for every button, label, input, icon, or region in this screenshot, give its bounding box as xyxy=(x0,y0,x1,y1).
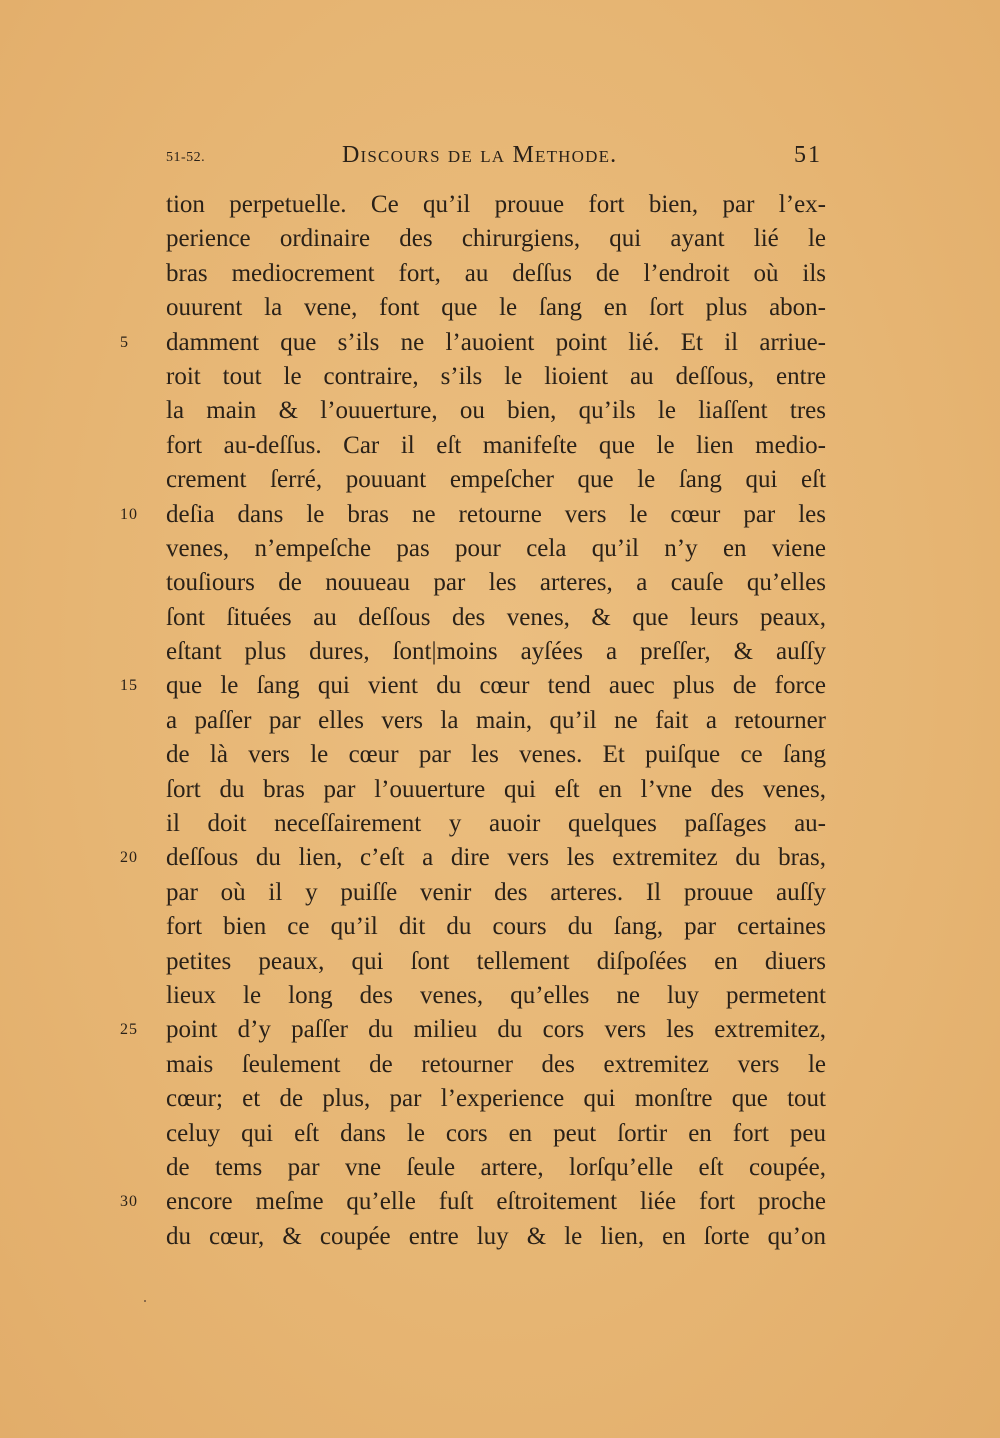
text-line xyxy=(166,738,826,772)
text-line xyxy=(120,326,826,360)
text-line xyxy=(120,669,826,703)
folio-range: 51-52. xyxy=(166,150,206,165)
line-number: 20 xyxy=(120,849,138,867)
text-line xyxy=(120,1185,826,1219)
text-line xyxy=(166,1151,826,1185)
line-text: de tems par vne ſeule artere, lorſqu’elle eſt coupée, xyxy=(166,1153,826,1181)
text-line xyxy=(166,429,826,463)
body-text xyxy=(120,188,826,1254)
text-line xyxy=(166,601,826,635)
running-head xyxy=(166,142,826,178)
line-text: venes, n’empeſche pas pour cela qu’il n’y en viene xyxy=(166,534,826,562)
line-text: point d’y paſſer du milieu du cors vers les extremitez, xyxy=(166,1016,826,1044)
text-line xyxy=(166,257,826,291)
page-number: 51 xyxy=(794,142,822,168)
line-text: la main & l’ouuerture, ou bien, qu’ils le liaſſent tres xyxy=(166,397,826,425)
line-text: a paſſer par elles vers la main, qu’il ne fait a retourner xyxy=(166,706,826,734)
line-text: perience ordinaire des chirurgiens, qui ayant lié le xyxy=(166,225,826,253)
text-line xyxy=(166,291,826,325)
line-text: touſiours de nouueau par les arteres, a cauſe qu’elles xyxy=(166,569,826,597)
text-line xyxy=(166,910,826,944)
line-text: petites peaux, qui ſont tellement diſpoſées en diuers xyxy=(166,947,826,975)
line-text: mais ſeulement de retourner des extremitez vers le xyxy=(166,1050,826,1078)
text-line xyxy=(166,532,826,566)
line-text: encore meſme qu’elle fuſt eſtroitement liée fort proche xyxy=(166,1188,826,1216)
line-text: ſort du bras par l’ouuerture qui eſt en l’vne des venes, xyxy=(166,775,826,803)
text-line xyxy=(166,566,826,600)
line-number: 30 xyxy=(120,1193,138,1211)
line-text: ſont ſituées au deſſous des venes, & que leurs peaux, xyxy=(166,603,826,631)
line-text: de là vers le cœur par les venes. Et puiſque ce ſang xyxy=(166,741,826,769)
line-text: bras mediocrement fort, au deſſus de l’endroit où ils xyxy=(166,259,826,287)
text-line xyxy=(120,1013,826,1047)
line-text: roit tout le contraire, s’ils le lioient au deſſous, entre xyxy=(166,362,826,390)
line-text: eſtant plus dures, ſont|moins ayſées a preſſer, & auſſy xyxy=(166,638,826,666)
line-number: 10 xyxy=(120,505,138,523)
text-line xyxy=(166,222,826,256)
text-line xyxy=(166,1117,826,1151)
text-line xyxy=(166,1048,826,1082)
text-line xyxy=(166,463,826,497)
line-text: il doit neceſſairement y auoir quelques paſſages au- xyxy=(166,810,826,838)
text-line xyxy=(166,188,826,222)
line-text: celuy qui eſt dans le cors en peut ſortir en fort peu xyxy=(166,1119,826,1147)
text-line xyxy=(166,876,826,910)
line-text: fort bien ce qu’il dit du cours du ſang, par certaines xyxy=(166,913,826,941)
text-line xyxy=(166,979,826,1013)
line-number: 5 xyxy=(120,333,129,351)
text-line xyxy=(166,635,826,669)
line-text: deſia dans le bras ne retourne vers le cœur par les xyxy=(166,500,826,528)
line-text: tion perpetuelle. Ce qu’il prouue fort bien, par l’ex- xyxy=(166,191,826,218)
line-text: lieux le long des venes, qu’elles ne luy permetent xyxy=(166,981,826,1009)
text-line xyxy=(166,945,826,979)
line-number: 25 xyxy=(120,1021,138,1039)
line-text: du cœur, & coupée entre luy & le lien, en ſorte qu’on xyxy=(166,1222,826,1250)
line-text: que le ſang qui vient du cœur tend auec plus de force xyxy=(166,672,826,700)
running-title: Discours de la Methode. xyxy=(342,142,618,168)
line-text: fort au-deſſus. Car il eſt manifeſte que le lien medio- xyxy=(166,431,826,459)
text-line xyxy=(166,394,826,428)
text-line xyxy=(166,704,826,738)
text-line xyxy=(120,498,826,532)
text-line xyxy=(166,360,826,394)
text-line xyxy=(166,1082,826,1116)
text-line xyxy=(166,1220,826,1254)
line-text: par où il y puiſſe venir des arteres. Il prouue auſſy xyxy=(166,878,826,906)
text-line xyxy=(166,807,826,841)
line-number: 15 xyxy=(120,677,138,695)
text-line xyxy=(120,841,826,875)
text-line xyxy=(166,773,826,807)
line-text: deſſous du lien, c’eſt a dire vers les extremitez du bras, xyxy=(166,844,826,872)
line-text: damment que s’ils ne l’auoient point lié. Et il arriue- xyxy=(166,328,826,356)
paper-speck xyxy=(144,1300,146,1302)
line-text: ouurent la vene, font que le ſang en ſort plus abon- xyxy=(166,294,826,322)
line-text: cœur; et de plus, par l’experience qui monſtre que tout xyxy=(166,1085,826,1113)
line-text: crement ſerré, pouuant empeſcher que le ſang qui eſt xyxy=(166,466,826,494)
